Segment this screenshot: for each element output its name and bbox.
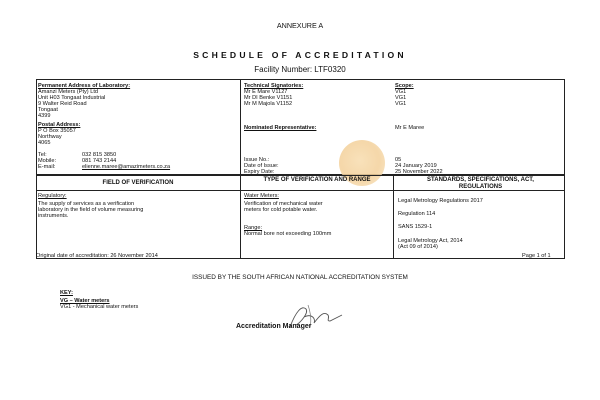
signatory-name: Mr E Mare V1127 [244, 89, 288, 95]
date-of-issue-value: 24 January 2019 [395, 163, 437, 169]
standard-item: (Act 09 of 2014) [398, 244, 438, 250]
technical-signatories-label: Technical Signatories: [244, 83, 304, 89]
address-line: Tongaat [38, 107, 58, 113]
regulatory-label: Regulatory: [38, 193, 67, 199]
postal-line: Northway [38, 134, 62, 140]
address-line: Unit H03 Tongaat Industrial [38, 95, 106, 101]
postal-address-label: Postal Address: [38, 122, 81, 128]
page-number: Page 1 of 1 [522, 253, 551, 259]
regulatory-text: The supply of services as a verification [38, 201, 135, 207]
regulatory-text: laboratory in the field of volume measuring [38, 207, 144, 213]
nominated-representative-value: Mr E Maree [395, 125, 425, 131]
info-divider [240, 79, 241, 175]
standard-item: Legal Metrology Regulations 2017 [398, 198, 483, 204]
water-meters-text: meters for cold potable water. [244, 207, 318, 213]
header-type-of-verification: TYPE OF VERIFICATION AND RANGE [263, 177, 371, 183]
expiry-date-value: 25 November 2022 [395, 169, 443, 175]
tel-value: 032 815 3850 [82, 152, 117, 158]
mobile-label: Mobile: [38, 158, 57, 164]
postal-line: 4065 [38, 140, 51, 146]
standard-item: SANS 1529-1 [398, 224, 433, 230]
schedule-title: SCHEDULE OF ACCREDITATION [193, 50, 407, 60]
issue-no-label: Issue No.: [244, 157, 270, 163]
address-line: Amanzi Meters (Pty) Ltd [38, 89, 98, 95]
range-text: Normal bore not exceeding 100mm [244, 231, 332, 237]
range-label: Range: [244, 225, 263, 231]
annexure-heading: ANNEXURE A [276, 21, 324, 30]
signatory-name: Mr DI Benke V1151 [244, 95, 293, 101]
scope-value: VG1 [395, 95, 407, 101]
accreditation-manager-title: Accreditation Manager [236, 323, 312, 330]
water-meters-label: Water Meters: [244, 193, 279, 199]
table-col-divider [240, 175, 241, 259]
scope-value: VG1 [395, 101, 407, 107]
nominated-representative-label: Nominated Representative: [244, 125, 317, 131]
standard-item: Regulation 114 [398, 211, 436, 217]
postal-line: P O Box 35057 [38, 128, 76, 134]
email-label: E-mail: [38, 164, 56, 170]
expiry-date-label: Expiry Date: [244, 169, 275, 175]
header-standards: STANDARDS, SPECIFICATIONS, ACT, REGULATIONS [427, 177, 534, 190]
tel-label: Tel: [38, 152, 47, 158]
address-line: 9 Walter Reid Road [38, 101, 87, 107]
mobile-value: 081 743 2144 [82, 158, 117, 164]
scope-label: Scope: [395, 83, 414, 89]
table-col-divider [393, 175, 394, 259]
water-meters-text: Verification of mechanical water [244, 201, 323, 207]
standard-item: Legal Metrology Act, 2014 [398, 238, 463, 244]
signatory-name: Mr M Majola V1152 [244, 101, 293, 107]
issued-by-statement: ISSUED BY THE SOUTH AFRICAN NATIONAL ACCREDITATION SYSTEM [192, 274, 408, 281]
scope-value: VG1 [395, 89, 407, 95]
date-of-issue-label: Date of Issue: [244, 163, 279, 169]
header-field-of-verification: FIELD OF VERIFICATION [102, 180, 174, 186]
email-link[interactable]: elienne.maree@amazimeters.co.za [82, 164, 171, 170]
address-line: 4399 [38, 113, 51, 119]
permanent-address-label: Permanent Address of Laboratory: [38, 83, 131, 89]
issue-no-value: 05 [395, 157, 402, 163]
key-item: VG1 - Mechanical water meters [60, 304, 139, 310]
key-category: VG – Water meters [60, 298, 110, 304]
key-label: KEY: [60, 290, 73, 296]
facility-number: Facility Number: LTF0320 [254, 65, 346, 74]
original-accreditation-date: Original date of accreditation: 26 November 2014 [36, 253, 158, 259]
regulatory-text: instruments. [38, 213, 69, 219]
